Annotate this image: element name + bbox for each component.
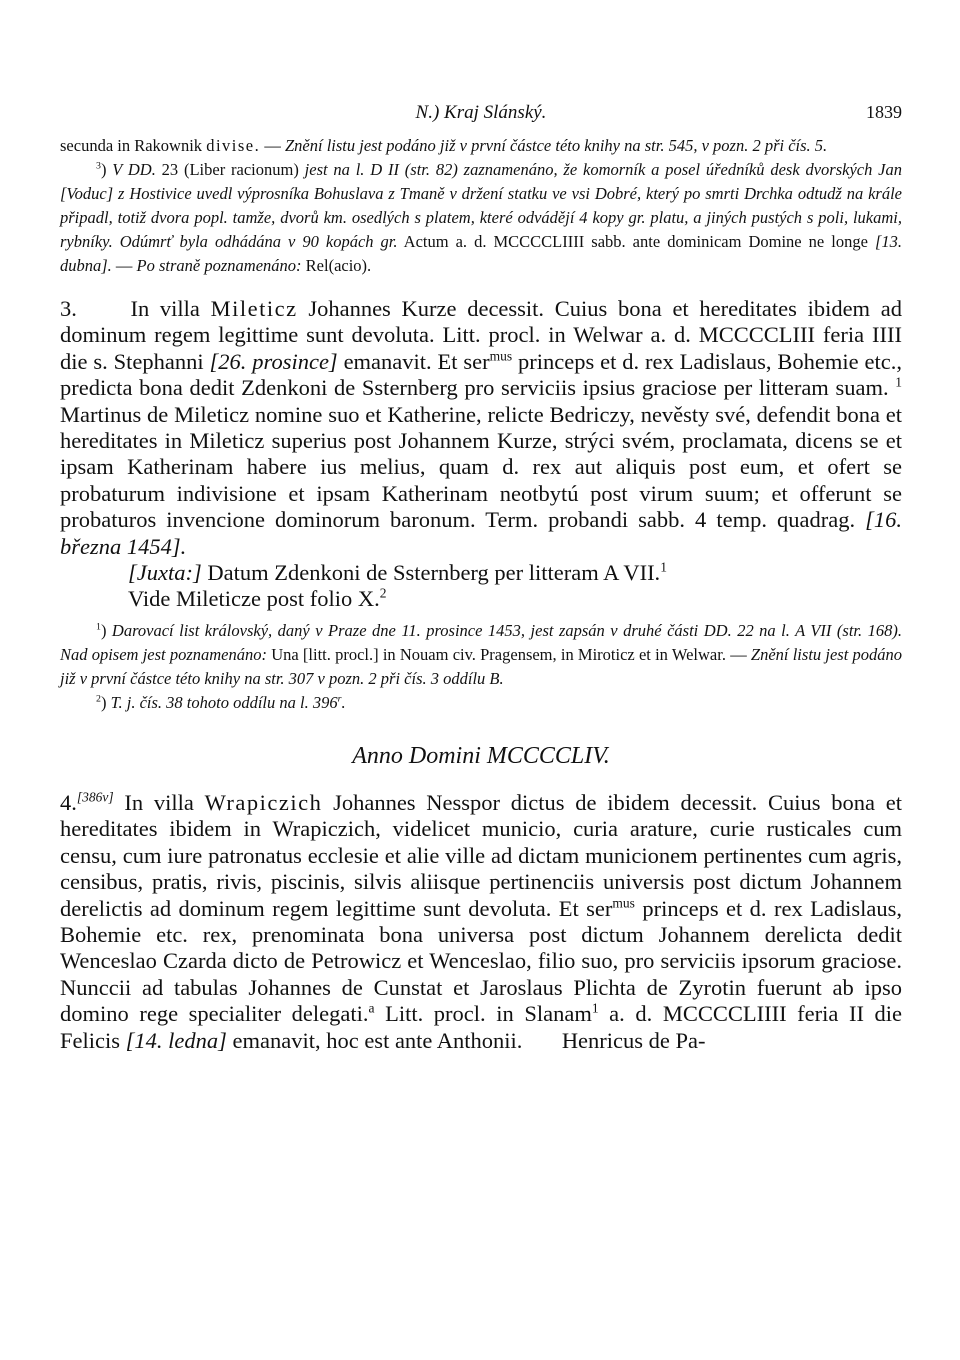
footnote-ref: 1 <box>591 1000 599 1016</box>
entry-number: 3. <box>60 296 77 321</box>
footnote-marker: 3 <box>96 160 101 172</box>
footnote-marker: 1 <box>96 621 101 633</box>
footnote-continuation: secunda in Rakownik divise. — Znění listu jest podáno již v první částce této knihy na str. 545, v pozn. 2 při čís. 5. <box>60 136 828 155</box>
footnote-ref: 1 <box>895 374 902 390</box>
document-page <box>60 96 902 1054</box>
footnote-2: $^2$) T. j. čís. 38 tohoto oddílu na l. 396$^r$. <box>96 692 346 712</box>
entry-number: 4. <box>60 789 77 815</box>
entry-4-paragraph: 4.[386v] In villa Wrapiczich Johannes Nesspor dictus de ibidem decessit. Cuius bona et hereditates ibidem in Wrapiczich, videlicet municio, curia arature, curie rusticales cum censu, cum iure patronatus ecclesie et alie ville ad dictam municionem pertinentes cum agris, censibus, pratis, rivis, piscinis, silvis aliisque pertinenciis universis post dictum Johannem derelictis ad dominum regem legittime sunt devoluta. Et ser$^{mus}$ princeps et d. rex Ladislaus, Bohemie etc. rex, prenominata bona universa post dictum Johannem derelicta dedit Wenceslao Czarda dicto de Petrowicz et Wenceslao, filio suo, pro serviciis ipsorum graciose. Nunccii ad tabulas Johannes de Cunstat et Jaroslaus Plichta de Zyrotin fuerunt ab ipso domino rege specialiter delegati.$^a$ Litt. procl. in Slanam$^1$ a. d. MCCCCLIIII feria II die Felicis [14. ledna] emanavit, hoc est ante Anthonii. Henricus de Pa- <box>60 789 903 1053</box>
footnote-1: $^1$) Darovací list královský, daný v Praze dne 11. prosince 1453, jest zapsán v druhé části DD. 22 na l. A VII (str. 168). Nad opisem jest poznamenáno: Una [litt. procl.] in Nouam civ. Pragensem, in Miroticz et in Welwar. — Znění listu jest podáno již v první částce této knihy na str. 307 v pozn. 2 při čís. 3 oddílu B. <box>60 620 903 688</box>
folio-reference: [386v] <box>76 789 114 805</box>
juxta-note: [Juxta:] Datum Zdenkoni de Ssternberg per litteram A VII.$^1$ Vide Mileticze post folio X.$^2$ <box>128 559 667 612</box>
place-name: Wrapiczich <box>204 789 323 815</box>
place-name: Mileticz <box>210 296 298 321</box>
page-header <box>60 96 902 126</box>
year-heading: Anno Domini MCCCCLIV. <box>352 742 610 769</box>
page-number: 1839 <box>866 102 902 122</box>
footnote-3: $^3$) V DD. 23 (Liber racionum) jest na l. D II (str. 82) zaznamenáno, že komorník a posel úředníků desk dvorských Jan [Voduc] z Hostivice uvedl výprosníka Bohuslava z Tmaně v držení statku ve vsi Dobré, který po smrti Drchka odtudž na krále připadl, totiž dvora popl. tamže, dvorů km. osedlých s platem, které odvádějí 4 kopy gr. platu, a jiných pustých s poli, lukami, rybníky. Odúmrť byla odhádána v 90 kopách gr. Actum a. d. MCCCCLIIII sabb. ante dominicam Domine ne longe [13. dubna]. — Po straně poznamenáno: Rel(acio). <box>60 160 902 275</box>
footnote-marker: 2 <box>96 693 101 705</box>
entry-3-paragraph: 3. In villa Mileticz Johannes Kurze decessit. Cuius bona et hereditates ibidem ad dominum regem legittime sunt devoluta. Litt. procl. in Welwar a. d. MCCCCLIII feria IIII die s. Stephanni [26. prosince] emanavit. Et ser$^{mus}$ princeps et d. rex Ladislaus, Bohemie etc., predicta bona dedit Zdenkoni de Ssternberg pro serviciis ipsius graciose per litteram suam. $^1$ Martinus de Mileticz nomine suo et Katherine, relicte Bedriczy, nevěsty své, defendit bona et hereditates in Mileticz superius post Johannem Kurze, strýci svém, proclamata, dicens se et ipsam Katherinam habere ius melius, quam d. rex aut aliquis post eum, et ofert se probaturum indivisione et ipsam Katherinam neotbytú post virum suum; et offerunt se probaturos invencione dominorum baronum. Term. probandi sabb. 4 temp. quadrag. [16. března 1454]. <box>60 296 903 559</box>
running-head: N.) Kraj Slánský. <box>415 102 547 123</box>
